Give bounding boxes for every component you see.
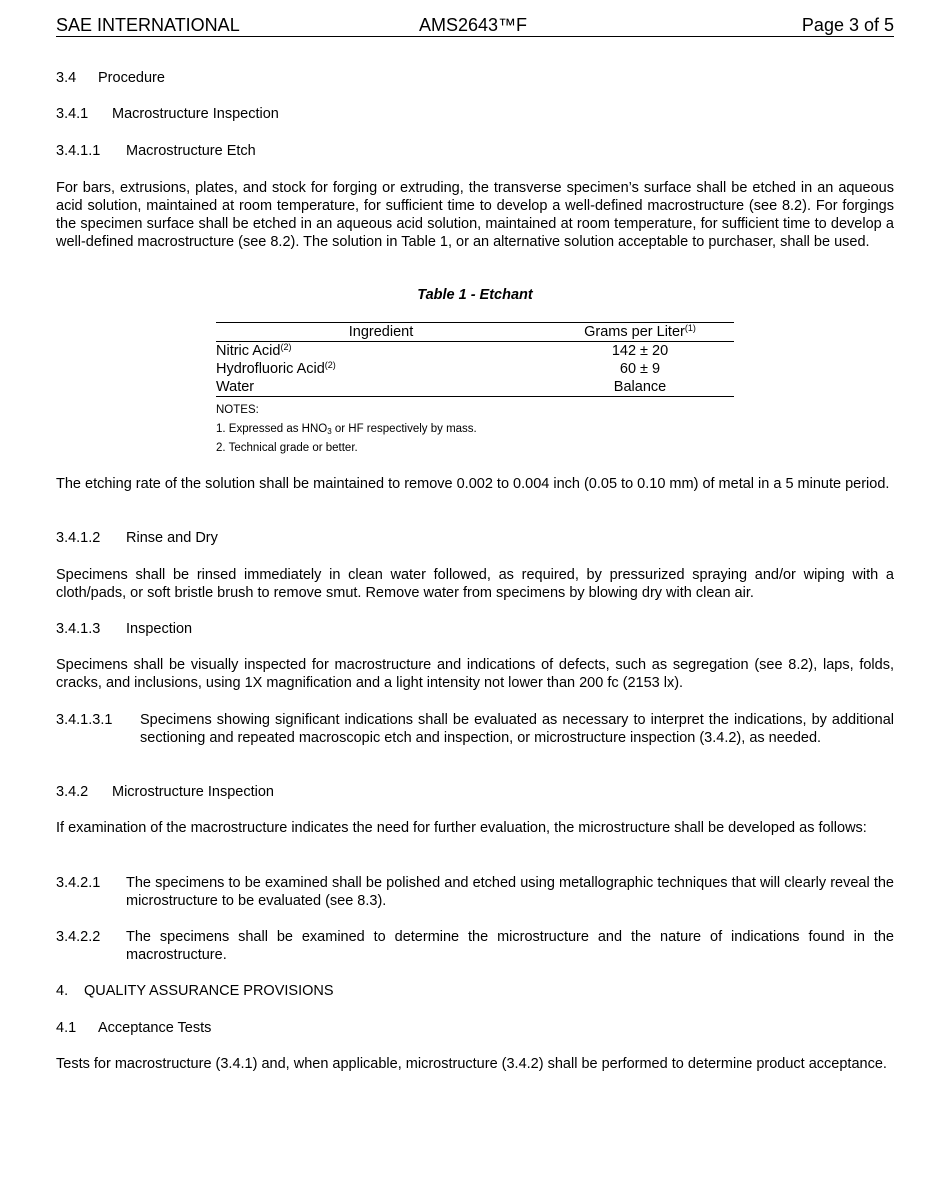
cell-grams: Balance [546, 378, 734, 397]
section-3-4-2-heading [56, 783, 894, 801]
section-number: 3.4.2.1 [56, 875, 101, 891]
inspection-paragraph: Specimens shall be visually inspected for macrostructure and indications of defects, such as segregation (see 8.2), laps, folds, cracks, and inclusions, using 1X magnification and a light intensity not lower than 200 fc (2153 lx). [56, 657, 894, 691]
section-3-4-1-heading [56, 105, 894, 123]
table-header-row [216, 323, 734, 342]
table-row [216, 378, 734, 397]
section-3-4-2-2 [56, 928, 894, 964]
section-3-4-1-1-heading [56, 142, 894, 160]
section-text: The specimens to be examined shall be polished and etched using metallographic techniques that will clearly reveal the microstructure to be evaluated (see 8.3). [126, 875, 894, 909]
section-3-4-1-3-heading [56, 620, 894, 638]
note-1: 1. Expressed as $HNO_3$ or HF respectively by mass. [216, 423, 477, 436]
etchant-table [216, 322, 734, 397]
section-title: QUALITY ASSURANCE PROVISIONS [84, 983, 334, 999]
section-number: 3.4.1.3.1 [56, 712, 113, 728]
table-1-title: Table 1 - Etchant [417, 287, 533, 303]
section-3-4-2-1 [56, 874, 894, 910]
section-number: 3.4.2 [56, 784, 89, 800]
header-org: SAE INTERNATIONAL [56, 15, 240, 35]
section-number: 3.4.1.2 [56, 530, 101, 546]
note-2: 2. Technical grade or better. [216, 442, 358, 454]
section-title: Macrostructure Inspection [112, 106, 279, 122]
section-title: Acceptance Tests [98, 1020, 212, 1036]
section-number: 3.4.1.3 [56, 621, 101, 637]
section-4-heading [56, 982, 894, 1000]
section-text: Specimens showing significant indications shall be evaluated as necessary to interpret the indications, by additional sectioning and repeated macroscopic etch and inspection, or microstructure inspection (3.4.2), as needed. [140, 712, 894, 746]
section-number: 3.4.2.2 [56, 929, 101, 945]
table-row [216, 360, 734, 378]
section-number: 4. [56, 983, 69, 999]
column-header-grams-per-liter: Grams per Liter$^{(1)}$ [546, 323, 734, 342]
rinse-paragraph: Specimens shall be rinsed immediately in clean water followed, as required, by pressurized spraying and/or wiping with a cloth/pads, or soft bristle brush to remove smut. Remove water from specimens by blowing dry with clean air. [56, 567, 894, 601]
column-header-ingredient: Ingredient [216, 323, 546, 342]
section-title: Inspection [126, 621, 193, 637]
header-doc-id: AMS2643™F [419, 15, 528, 35]
table-row [216, 342, 734, 361]
table-notes [216, 401, 477, 458]
cell-grams: 142 ± 20 [611, 343, 669, 359]
section-title: Macrostructure Etch [126, 143, 256, 159]
section-number: 4.1 [56, 1020, 77, 1036]
section-3-4-1-2-heading [56, 529, 894, 547]
section-4-1-heading [56, 1019, 894, 1037]
section-3-4-heading [56, 69, 894, 87]
cell-ingredient: Hydrofluoric Acid$^{(2)}$ [216, 360, 336, 377]
section-number: 3.4 [56, 70, 77, 86]
etching-rate-paragraph: The etching rate of the solution shall be maintained to remove 0.002 to 0.004 inch (0.05 to 0.10 mm) of metal in a 5 minute period. [56, 476, 890, 492]
microstructure-paragraph: If examination of the macrostructure indicates the need for further evaluation, the microstructure shall be developed as follows: [56, 820, 867, 836]
section-number: 3.4.1.1 [56, 143, 101, 159]
cell-ingredient: Nitric Acid$^{(2)}$ [216, 342, 292, 359]
section-3-4-1-3-1 [56, 711, 894, 747]
etch-paragraph: For bars, extrusions, plates, and stock for forging or extruding, the transverse specimen’s surface shall be etched in an aqueous acid solution, maintained at room temperature, for sufficient time to develop a well-defined macrostructure (see 8.2). For forgings the specimen surface shall be etched in an aqueous acid solution, maintained at room temperature, for sufficient time to develop a well-defined macrostructure (see 8.2). The solution in Table 1, or an alternative solution acceptable to purchaser, shall be used. [56, 180, 894, 250]
cell-ingredient: Water [216, 378, 546, 397]
section-number: 3.4.1 [56, 106, 89, 122]
notes-label: NOTES: [216, 404, 259, 416]
document-page [56, 14, 894, 1072]
acceptance-paragraph: Tests for macrostructure (3.4.1) and, when applicable, microstructure (3.4.2) shall be performed to determine product acceptance. [56, 1056, 887, 1072]
section-text: The specimens shall be examined to determine the microstructure and the nature of indications found in the macrostructure. [126, 929, 894, 963]
page-header [56, 14, 894, 37]
section-title: Rinse and Dry [126, 530, 218, 546]
section-title: Microstructure Inspection [112, 784, 274, 800]
cell-grams: 60 ± 9 [619, 361, 661, 377]
section-title: Procedure [98, 70, 165, 86]
header-page-number: Page 3 of 5 [801, 15, 894, 35]
